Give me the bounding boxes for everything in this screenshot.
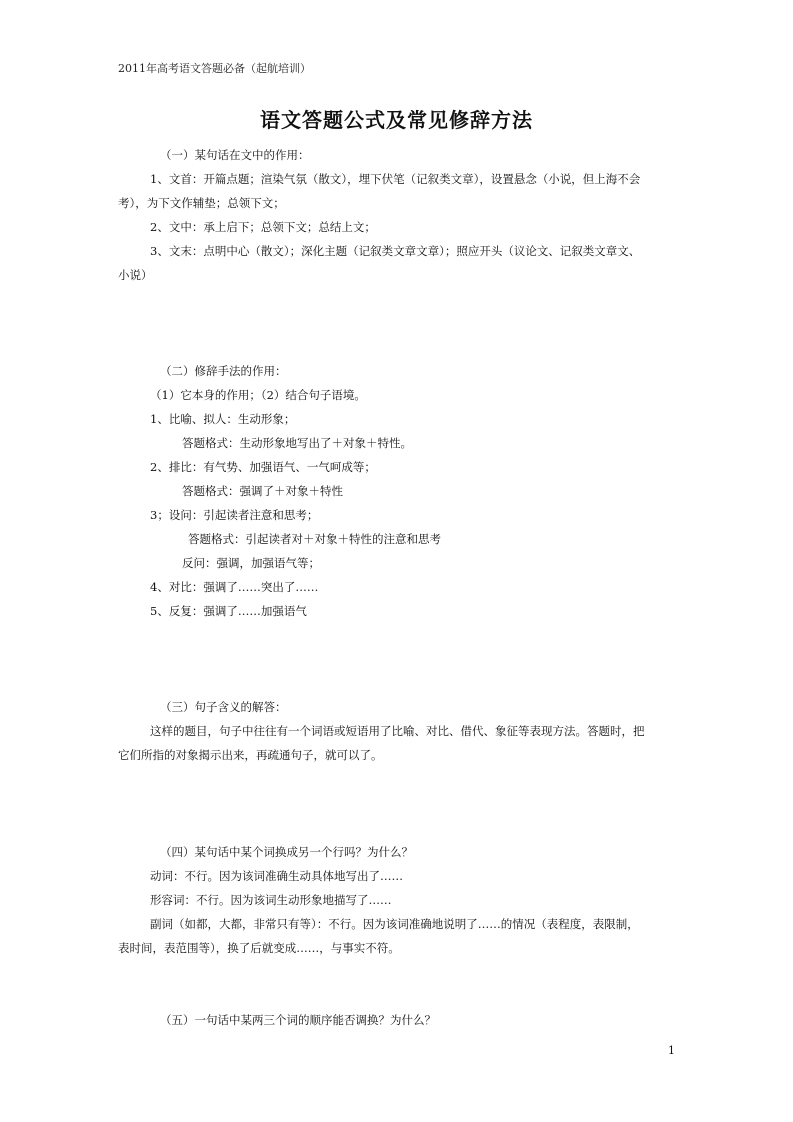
section-2-intro: （1）它本身的作用；（2）结合句子语境。 [150,388,366,402]
section-2-item-2: 2、排比：有气势、加强语气、一气呵成等； [150,460,376,474]
section-1-line-3b: 小说） [118,268,153,282]
document-title: 语文答题公式及常见修辞方法 [260,108,533,132]
section-1-line-3a: 3、文末：点明中心（散文）；深化主题（记叙类文章文章）；照应开头（议论文、记叙类文章文、 [150,244,641,258]
section-5-heading: （五）一句话中某两三个词的顺序能否调换？为什么？ [160,1013,436,1027]
section-2-item-1-format: 答题格式：生动形象地写出了＋对象＋特性。 [182,436,412,450]
page-header: 2011年高考语文答题必备（起航培训） [118,62,311,75]
section-4-verb: 动词：不行。因为该词准确生动具体地写出了…… [150,869,403,883]
section-3-line-1: 这样的题目，句子中往往有一个词语或短语用了比喻、对比、借代、象征等表现方法。答题时，把 [150,724,645,738]
section-2-heading: （二）修辞手法的作用： [160,364,287,378]
section-2-item-3-format: 答题格式：引起读者对＋对象＋特性的注意和思考 [188,532,441,546]
section-1-line-2: 2、文中：承上启下；总领下文；总结上文； [150,220,376,234]
page-number: 1 [668,1044,675,1057]
section-2-item-4: 4、对比：强调了……突出了…… [150,580,319,594]
section-2-item-2-format: 答题格式：强调了＋对象＋特性 [182,484,343,498]
section-3-heading: （三）句子含义的解答： [160,700,287,714]
section-2-item-5: 5、反复：强调了……加强语气 [150,604,307,618]
section-3-line-2: 它们所指的对象揭示出来，再疏通句子，就可以了。 [118,748,383,762]
section-1-line-1b: 考），为下文作辅垫；总领下文； [118,196,285,210]
section-4-adjective: 形容词：不行。因为该词生动形象地描写了…… [150,893,392,907]
section-2-item-1: 1、比喻、拟人：生动形象； [150,412,296,426]
section-1-heading: （一）某句话在文中的作用： [160,148,310,162]
section-4-heading: （四）某句话中某个词换成另一个行吗？为什么？ [160,845,413,859]
section-2-item-3: 3；设问：引起读者注意和思考； [150,508,319,522]
section-4-adverb-b: 表时间，表范围等），换了后就变成……，与事实不符。 [118,941,400,955]
section-4-adverb-a: 副词（如都，大都，非常只有等）：不行。因为该词准确地说明了……的情况（表程度，表限制， [150,917,639,931]
section-2-item-3-rhetorical: 反问：强调，加强语气等； [182,556,320,570]
section-1-line-1a: 1、文首：开篇点题；渲染气氛（散文），埋下伏笔（记叙类文章），设置悬念（小说，但上海不会 [150,172,641,186]
